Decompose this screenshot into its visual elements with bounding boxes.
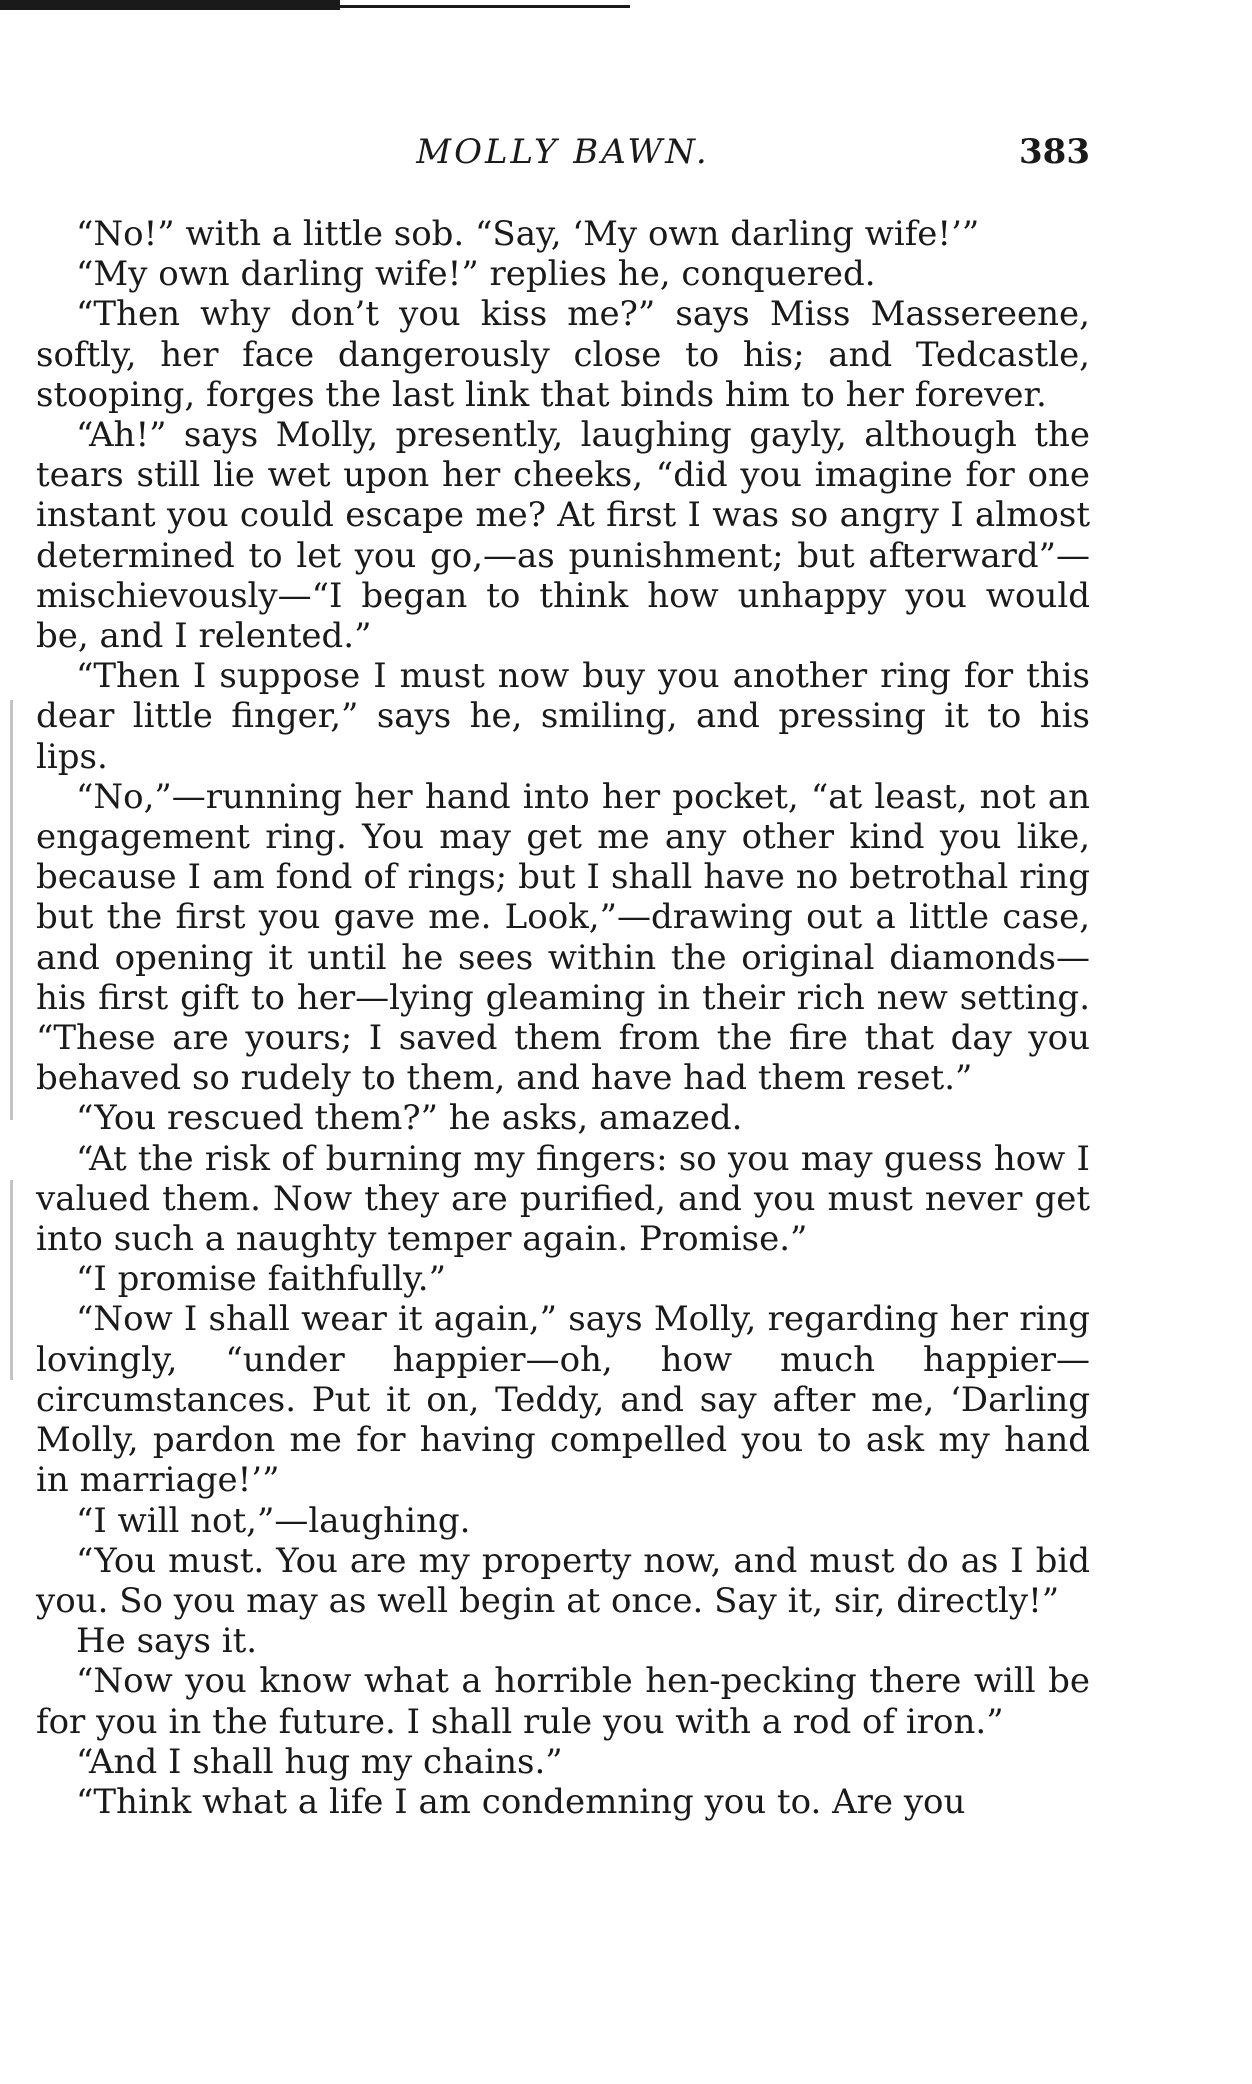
page-header xyxy=(36,132,1090,182)
body-text xyxy=(36,214,1090,1822)
margin-speck xyxy=(10,1180,13,1380)
paragraph: “Ah!” says Molly, presently, laughing gayly, although the tears still lie wet upon her cheeks, “did you imagine for one instant you could escape me? At first I was so angry I almost determined to let you go,—as punishment; but afterward”—mischievously—“I began to think how unhappy you would be, and I relented.” xyxy=(36,415,1090,657)
paragraph: He says it. xyxy=(76,1621,258,1662)
paragraph: “No!” with a little sob. “Say, ‘My own darling wife!’” xyxy=(76,214,980,254)
paragraph: “You rescued them?” he asks, amazed. xyxy=(76,1098,743,1139)
paragraph: “No,”—running her hand into her pocket, “at least, not an engagement ring. You may get me any other kind you like, because I am fond of rings; but I shall have no betrothal ring but the first you gave me. Look,”—drawing out a little case, and opening it until he sees within the original diamonds—his first gift to her—lying gleaming in their rich new setting. “These are yours; I saved them from the fire that day you behaved so rudely to them, and have had them reset.” xyxy=(36,776,1090,1099)
paragraph: “Now I shall wear it again,” says Molly, regarding her ring lovingly, “under happier—oh, how much happier—circumstances. Put it on, Teddy, and say after me, ‘Darling Molly, pardon me for having compelled you to ask my hand in marriage!’” xyxy=(36,1299,1090,1501)
paragraph: “I promise faithfully.” xyxy=(76,1259,446,1300)
paragraph: “At the risk of burning my fingers: so you may guess how I valued them. Now they are purified, and you must never get into such a naughty temper again. Promise.” xyxy=(36,1138,1090,1260)
paragraph: “Think what a life I am condemning you to. Are you xyxy=(76,1781,966,1822)
page-number: 383 xyxy=(1019,132,1090,172)
running-title: MOLLY BAWN. xyxy=(416,132,710,172)
paragraph: “Then why don’t you kiss me?” says Miss Massereene, softly, her face dangerously close to his; and Tedcastle, stooping, forges the last link that binds him to her forever. xyxy=(36,294,1090,415)
margin-speck xyxy=(10,700,13,1120)
top-rule xyxy=(0,0,340,10)
paragraph: “My own darling wife!” replies he, conquered. xyxy=(76,254,876,295)
paragraph: “You must. You are my property now, and must do as I bid you. So you may as well begin at once. Say it, sir, directly!” xyxy=(36,1540,1090,1621)
paragraph: “Now you know what a horrible hen-pecking there will be for you in the future. I shall rule you with a rod of iron.” xyxy=(36,1661,1090,1742)
paragraph: “And I shall hug my chains.” xyxy=(76,1741,563,1782)
paragraph: “Then I suppose I must now buy you another ring for this dear little finger,” says he, smiling, and pressing it to his lips. xyxy=(36,656,1090,777)
top-rule-extension xyxy=(340,5,630,8)
paragraph: “I will not,”—laughing. xyxy=(76,1500,471,1541)
